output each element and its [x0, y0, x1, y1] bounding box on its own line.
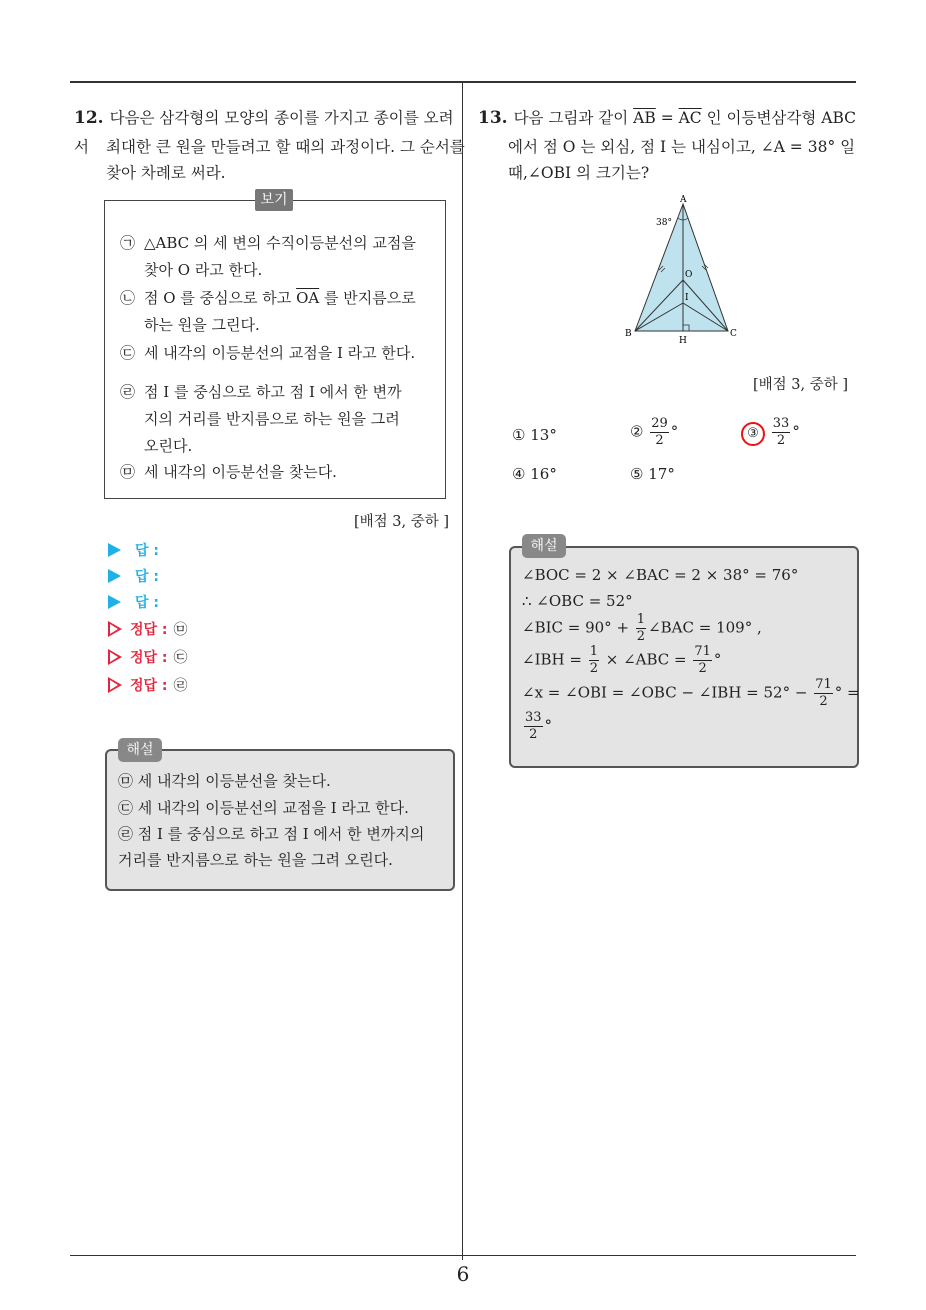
page-number: 6 — [456, 1262, 470, 1286]
item-text: △ABC 의 세 변의 수직이등분선의 교점을 — [144, 234, 416, 252]
expr: ° — [713, 650, 722, 669]
label-i: I — [685, 293, 689, 303]
arrow-icon — [108, 569, 121, 583]
choice-2[interactable] — [630, 416, 678, 449]
explanation-label: 해설 — [522, 534, 566, 558]
correct-row-2 — [108, 647, 188, 667]
fraction — [589, 644, 599, 677]
fraction — [524, 710, 543, 743]
label-angle: 38° — [656, 218, 672, 228]
denominator: 2 — [655, 433, 664, 448]
correct-label: 정답 : — [130, 622, 168, 638]
label-b: B — [625, 329, 632, 339]
numerator: 71 — [694, 644, 711, 659]
correct-row-1 — [108, 619, 188, 639]
bogi-item-3 — [120, 340, 430, 367]
explanation-line: ㉣ 점 I 를 중심으로 하고 점 I 에서 한 변까지의 — [118, 825, 425, 843]
numerator: 1 — [636, 612, 646, 627]
explanation-line — [522, 644, 721, 677]
explanation-line: 거리를 반지름으로 하는 원을 그려 오린다. — [118, 851, 393, 869]
question-text: 인 이등변삼각형 ABC — [701, 109, 856, 127]
segment-ac: $\overline{AC}$ — [678, 109, 702, 127]
item-text: 를 반지름으로 — [319, 289, 416, 307]
question-number: 12. — [74, 108, 104, 128]
correct-row-3 — [108, 675, 188, 695]
expr: ∠BIC = 90° + — [522, 618, 634, 637]
item-marker: ㉤ — [120, 463, 136, 481]
choice-5[interactable] — [630, 465, 675, 483]
denominator: 2 — [698, 661, 707, 676]
expr: ∠x = ∠OBI = ∠OBC − ∠IBH = 52° − — [522, 683, 813, 702]
choice-1[interactable] — [512, 426, 557, 444]
top-rule — [70, 81, 856, 83]
expr: ° = — [834, 683, 860, 702]
choice-text: 13° — [530, 426, 557, 444]
correct-value: ㉤ — [173, 622, 188, 638]
fraction — [693, 644, 712, 677]
item-text: 지의 거리를 반지름으로 하는 원을 그려 — [144, 410, 400, 428]
explanation-line: ㉤ 세 내각의 이등분선을 찾는다. — [118, 772, 331, 790]
item-marker: ㉠ — [120, 234, 136, 252]
arrow-icon — [108, 543, 121, 557]
segment-oa: $\overline{OA}$ — [296, 289, 320, 307]
triangle-abc — [635, 204, 728, 331]
question-13-line2: 에서 점 O 는 외심, 점 I 는 내심이고, ∠A = 38° 일 — [508, 138, 856, 156]
fraction — [772, 416, 791, 449]
choice-text: 17° — [648, 465, 675, 483]
numerator: 33 — [525, 710, 542, 725]
item-text: 하는 원을 그린다. — [144, 316, 260, 334]
expr: ∠BAC = 109° , — [648, 618, 762, 637]
numerator: 71 — [815, 677, 832, 692]
triangle-icon — [108, 649, 122, 665]
bogi-label: 보기 — [255, 189, 293, 211]
question-12-line2: 최대한 큰 원을 만들려고 할 때의 과정이다. 그 순서를 — [106, 138, 465, 156]
selected-answer-circle: ③ — [741, 422, 765, 446]
bogi-item-5 — [120, 459, 430, 486]
item-text: 점 I 를 중심으로 하고 점 I 에서 한 변까 — [144, 383, 402, 401]
column-divider — [462, 83, 463, 1260]
fraction — [636, 612, 646, 645]
denominator: 2 — [776, 433, 786, 448]
degree: ° — [670, 422, 679, 441]
bogi-item-4 — [120, 379, 430, 460]
arrow-icon — [108, 595, 121, 609]
explanation-line — [522, 677, 860, 710]
answer-row-1 — [108, 540, 159, 560]
denominator: 2 — [589, 661, 598, 676]
question-text-line1: 다음은 삼각형의 모양의 종이를 가지고 종이를 오려서 — [74, 109, 454, 156]
expr: ∠IBH = — [522, 650, 587, 669]
equals-sign: = — [655, 109, 679, 127]
choice-4[interactable] — [512, 465, 557, 483]
label-a: A — [680, 195, 687, 205]
correct-label: 정답 : — [130, 650, 168, 666]
correct-value: ㉣ — [173, 678, 188, 694]
answer-label: 답 : — [135, 569, 159, 585]
explanation-line — [522, 710, 552, 743]
denominator: 2 — [819, 694, 828, 709]
label-c: C — [730, 329, 737, 339]
expr: × ∠ABC = — [600, 650, 692, 669]
question-12-line3: 찾아 차례로 써라. — [106, 164, 226, 182]
correct-value: ㉢ — [173, 650, 188, 666]
item-marker: ㉢ — [120, 344, 136, 362]
answer-row-3 — [108, 592, 159, 612]
label-h: H — [679, 336, 687, 346]
item-text: 세 내각의 이등분선의 교점을 I 라고 한다. — [144, 344, 416, 362]
answer-row-2 — [108, 566, 159, 586]
fraction — [814, 677, 833, 710]
choice-mark: ④ — [512, 465, 526, 483]
explanation-line: ∴ ∠OBC = 52° — [522, 592, 633, 610]
answer-label: 답 : — [135, 543, 159, 559]
item-text: 찾아 O 라고 한다. — [144, 261, 263, 279]
correct-label: 정답 : — [130, 678, 168, 694]
triangle-icon — [108, 621, 122, 637]
question-13 — [478, 104, 862, 133]
explanation-line: ∠BOC = 2 × ∠BAC = 2 × 38° = 76° — [522, 566, 799, 584]
choice-mark: ① — [512, 426, 526, 444]
question-text: 다음 그림과 같이 — [513, 109, 634, 127]
segment-ab: $\overline{AB}$ — [633, 109, 656, 127]
item-marker: ㉡ — [120, 289, 136, 307]
numerator: 29 — [651, 416, 668, 431]
bogi-item-1 — [120, 230, 430, 284]
answer-label: 답 : — [135, 595, 159, 611]
bottom-rule — [70, 1255, 856, 1256]
denominator: 2 — [636, 629, 646, 644]
triangle-icon — [108, 677, 122, 693]
choice-mark: ⑤ — [630, 465, 644, 483]
item-text: 점 O 를 중심으로 하고 — [144, 289, 297, 307]
item-text: 세 내각의 이등분선을 찾는다. — [144, 463, 337, 481]
question-13-line3: 때,∠OBI 의 크기는? — [508, 164, 650, 182]
item-text: 오린다. — [144, 437, 193, 455]
fraction — [650, 416, 669, 449]
choice-3[interactable] — [744, 416, 800, 449]
denominator: 2 — [529, 727, 538, 742]
explanation-line: ㉢ 세 내각의 이등분선의 교점을 I 라고 한다. — [118, 799, 409, 817]
explanation-line — [522, 612, 762, 645]
question-number: 13. — [478, 108, 508, 128]
bogi-item-2 — [120, 285, 430, 339]
numerator: 1 — [589, 644, 598, 659]
score-q13: [배점 3, 중하 ] — [753, 377, 849, 393]
item-marker: ㉣ — [120, 383, 136, 401]
choice-text: 16° — [530, 465, 557, 483]
expr: ° — [544, 716, 553, 735]
numerator: 33 — [772, 416, 790, 431]
triangle-figure — [622, 192, 752, 347]
explanation-label: 해설 — [118, 738, 162, 762]
score-q12: [배점 3, 중하 ] — [354, 514, 450, 530]
degree: ° — [792, 422, 800, 441]
label-o: O — [685, 270, 693, 280]
choice-mark: ② — [630, 422, 644, 441]
